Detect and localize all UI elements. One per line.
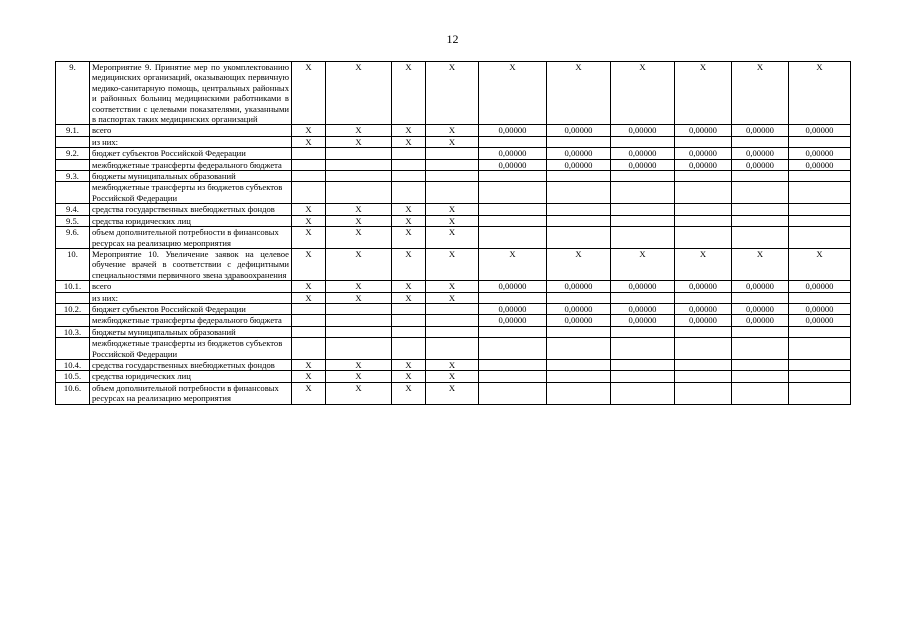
- value-cell: X: [392, 281, 426, 292]
- value-cell: [789, 171, 851, 182]
- value-cell: 0,00000: [547, 125, 611, 136]
- value-cell: X: [426, 359, 479, 370]
- value-cell: [789, 338, 851, 360]
- value-cell: X: [392, 371, 426, 382]
- value-cell: X: [292, 136, 326, 147]
- value-cell: [675, 382, 732, 404]
- value-cell: X: [426, 215, 479, 226]
- value-cell: X: [392, 248, 426, 280]
- table-row: [56, 338, 851, 360]
- value-cell: [789, 382, 851, 404]
- value-cell: 0,00000: [611, 315, 675, 326]
- value-cell: [326, 315, 392, 326]
- row-label: бюджет субъектов Российской Федерации: [90, 148, 292, 159]
- value-cell: 0,00000: [789, 159, 851, 170]
- table-row: [56, 281, 851, 292]
- value-cell: X: [292, 215, 326, 226]
- value-cell: X: [326, 215, 392, 226]
- row-label: межбюджетные трансферты из бюджетов субъектов Российской Федерации: [90, 182, 292, 204]
- value-cell: [789, 359, 851, 370]
- value-cell: X: [392, 382, 426, 404]
- value-cell: 0,00000: [479, 125, 547, 136]
- value-cell: 0,00000: [732, 315, 789, 326]
- table-row: [56, 125, 851, 136]
- value-cell: 0,00000: [479, 281, 547, 292]
- row-number: 9.6.: [56, 227, 90, 249]
- value-cell: [292, 326, 326, 337]
- value-cell: [426, 303, 479, 314]
- table-row: [56, 359, 851, 370]
- table-row: [56, 303, 851, 314]
- value-cell: X: [426, 371, 479, 382]
- row-label: Мероприятие 9. Принятие мер по укомплектованию медицинских организаций, оказывающих первичную медико-санитарную помощь, центральных районных и районных больниц медицинскими работниками в соответствии с целевыми показателями, указанными в паспортах таких медицинских организаций: [90, 62, 292, 125]
- value-cell: [547, 204, 611, 215]
- row-number: 9.5.: [56, 215, 90, 226]
- value-cell: X: [326, 227, 392, 249]
- value-cell: X: [292, 204, 326, 215]
- row-number: 10.1.: [56, 281, 90, 292]
- value-cell: [611, 215, 675, 226]
- row-label: средства государственных внебюджетных фондов: [90, 359, 292, 370]
- table-row: [56, 326, 851, 337]
- value-cell: [292, 315, 326, 326]
- value-cell: [789, 182, 851, 204]
- value-cell: 0,00000: [547, 148, 611, 159]
- value-cell: X: [426, 382, 479, 404]
- table-row: [56, 159, 851, 170]
- value-cell: 0,00000: [675, 315, 732, 326]
- value-cell: [292, 159, 326, 170]
- value-cell: X: [292, 292, 326, 303]
- value-cell: [426, 159, 479, 170]
- value-cell: 0,00000: [732, 159, 789, 170]
- row-number: [56, 159, 90, 170]
- value-cell: X: [292, 227, 326, 249]
- table-row: [56, 204, 851, 215]
- value-cell: X: [426, 248, 479, 280]
- value-cell: [675, 338, 732, 360]
- row-label: из них:: [90, 292, 292, 303]
- value-cell: X: [392, 215, 426, 226]
- value-cell: [426, 315, 479, 326]
- row-number: 9.3.: [56, 171, 90, 182]
- value-cell: X: [326, 292, 392, 303]
- budget-table: [55, 61, 851, 405]
- value-cell: [392, 326, 426, 337]
- row-number: 9.: [56, 62, 90, 125]
- value-cell: X: [392, 292, 426, 303]
- value-cell: X: [292, 371, 326, 382]
- value-cell: X: [426, 281, 479, 292]
- row-label: межбюджетные трансферты федерального бюджета: [90, 315, 292, 326]
- value-cell: [611, 326, 675, 337]
- value-cell: X: [392, 227, 426, 249]
- table-row: [56, 248, 851, 280]
- row-label: объем дополнительной потребности в финансовых ресурсах на реализацию мероприятия: [90, 227, 292, 249]
- value-cell: 0,00000: [675, 159, 732, 170]
- value-cell: X: [479, 248, 547, 280]
- row-label: объем дополнительной потребности в финансовых ресурсах на реализацию мероприятия: [90, 382, 292, 404]
- value-cell: [611, 338, 675, 360]
- value-cell: 0,00000: [732, 148, 789, 159]
- value-cell: 0,00000: [611, 303, 675, 314]
- value-cell: [392, 303, 426, 314]
- value-cell: X: [789, 248, 851, 280]
- value-cell: [611, 182, 675, 204]
- value-cell: [326, 182, 392, 204]
- value-cell: 0,00000: [547, 315, 611, 326]
- value-cell: 0,00000: [789, 125, 851, 136]
- value-cell: [326, 303, 392, 314]
- row-label: средства государственных внебюджетных фондов: [90, 204, 292, 215]
- value-cell: [479, 204, 547, 215]
- value-cell: 0,00000: [675, 281, 732, 292]
- value-cell: [611, 359, 675, 370]
- value-cell: X: [426, 204, 479, 215]
- value-cell: [732, 382, 789, 404]
- value-cell: X: [426, 136, 479, 147]
- value-cell: X: [426, 292, 479, 303]
- value-cell: 0,00000: [732, 125, 789, 136]
- value-cell: 0,00000: [675, 303, 732, 314]
- value-cell: X: [292, 125, 326, 136]
- value-cell: [392, 315, 426, 326]
- row-label: из них:: [90, 136, 292, 147]
- value-cell: X: [426, 62, 479, 125]
- value-cell: X: [611, 248, 675, 280]
- value-cell: 0,00000: [479, 159, 547, 170]
- row-number: [56, 292, 90, 303]
- value-cell: [292, 182, 326, 204]
- value-cell: 0,00000: [479, 303, 547, 314]
- row-label: всего: [90, 125, 292, 136]
- value-cell: [547, 227, 611, 249]
- table-row: [56, 171, 851, 182]
- table-row: [56, 382, 851, 404]
- row-number: 9.1.: [56, 125, 90, 136]
- value-cell: 0,00000: [732, 281, 789, 292]
- value-cell: X: [392, 204, 426, 215]
- value-cell: [789, 136, 851, 147]
- row-label: бюджеты муниципальных образований: [90, 171, 292, 182]
- value-cell: [326, 148, 392, 159]
- value-cell: [732, 182, 789, 204]
- value-cell: [732, 136, 789, 147]
- row-label: бюджет субъектов Российской Федерации: [90, 303, 292, 314]
- value-cell: X: [392, 125, 426, 136]
- value-cell: 0,00000: [675, 148, 732, 159]
- value-cell: X: [392, 359, 426, 370]
- value-cell: [675, 371, 732, 382]
- value-cell: 0,00000: [675, 125, 732, 136]
- value-cell: X: [326, 281, 392, 292]
- value-cell: X: [292, 62, 326, 125]
- value-cell: [611, 171, 675, 182]
- table-row: [56, 136, 851, 147]
- value-cell: [479, 171, 547, 182]
- value-cell: [611, 382, 675, 404]
- value-cell: X: [789, 62, 851, 125]
- value-cell: X: [326, 382, 392, 404]
- value-cell: 0,00000: [479, 148, 547, 159]
- value-cell: 0,00000: [789, 148, 851, 159]
- value-cell: [789, 227, 851, 249]
- value-cell: X: [675, 62, 732, 125]
- value-cell: X: [426, 227, 479, 249]
- value-cell: [789, 204, 851, 215]
- table-row: [56, 62, 851, 125]
- value-cell: [789, 371, 851, 382]
- row-number: 10.4.: [56, 359, 90, 370]
- value-cell: [547, 382, 611, 404]
- value-cell: 0,00000: [789, 303, 851, 314]
- value-cell: 0,00000: [547, 281, 611, 292]
- value-cell: [732, 338, 789, 360]
- value-cell: X: [292, 382, 326, 404]
- value-cell: X: [326, 359, 392, 370]
- row-label: средства юридических лиц: [90, 371, 292, 382]
- row-label: межбюджетные трансферты из бюджетов субъектов Российской Федерации: [90, 338, 292, 360]
- value-cell: 0,00000: [732, 303, 789, 314]
- value-cell: X: [675, 248, 732, 280]
- value-cell: [732, 204, 789, 215]
- value-cell: 0,00000: [479, 315, 547, 326]
- value-cell: [675, 182, 732, 204]
- value-cell: [732, 359, 789, 370]
- value-cell: [392, 182, 426, 204]
- value-cell: X: [292, 281, 326, 292]
- value-cell: [611, 204, 675, 215]
- value-cell: X: [547, 62, 611, 125]
- row-number: 10.6.: [56, 382, 90, 404]
- value-cell: [732, 371, 789, 382]
- value-cell: [675, 215, 732, 226]
- value-cell: [479, 359, 547, 370]
- value-cell: [547, 136, 611, 147]
- value-cell: [479, 338, 547, 360]
- value-cell: X: [326, 204, 392, 215]
- value-cell: [326, 171, 392, 182]
- value-cell: X: [611, 62, 675, 125]
- row-label: межбюджетные трансферты федерального бюджета: [90, 159, 292, 170]
- table-body: [56, 62, 851, 405]
- value-cell: [547, 338, 611, 360]
- page-number: 12: [446, 32, 459, 46]
- row-number: 9.4.: [56, 204, 90, 215]
- value-cell: [479, 371, 547, 382]
- value-cell: [789, 326, 851, 337]
- value-cell: [326, 159, 392, 170]
- value-cell: [326, 326, 392, 337]
- row-number: 10.: [56, 248, 90, 280]
- row-label: средства юридических лиц: [90, 215, 292, 226]
- value-cell: [675, 292, 732, 303]
- value-cell: [789, 215, 851, 226]
- value-cell: X: [292, 248, 326, 280]
- value-cell: [292, 171, 326, 182]
- row-number: 10.2.: [56, 303, 90, 314]
- value-cell: [426, 148, 479, 159]
- value-cell: X: [392, 62, 426, 125]
- value-cell: [675, 136, 732, 147]
- value-cell: [547, 215, 611, 226]
- value-cell: [547, 171, 611, 182]
- value-cell: [479, 215, 547, 226]
- value-cell: [675, 326, 732, 337]
- value-cell: [675, 171, 732, 182]
- value-cell: 0,00000: [789, 281, 851, 292]
- value-cell: [675, 359, 732, 370]
- value-cell: [426, 338, 479, 360]
- value-cell: [547, 292, 611, 303]
- value-cell: 0,00000: [547, 303, 611, 314]
- value-cell: [479, 326, 547, 337]
- value-cell: [789, 292, 851, 303]
- value-cell: [426, 171, 479, 182]
- table-row: [56, 371, 851, 382]
- value-cell: [611, 292, 675, 303]
- value-cell: [292, 303, 326, 314]
- value-cell: [547, 371, 611, 382]
- value-cell: [732, 292, 789, 303]
- value-cell: X: [326, 62, 392, 125]
- value-cell: [547, 326, 611, 337]
- value-cell: [392, 148, 426, 159]
- value-cell: [479, 136, 547, 147]
- value-cell: 0,00000: [611, 281, 675, 292]
- row-number: [56, 182, 90, 204]
- value-cell: [547, 359, 611, 370]
- table-row: [56, 148, 851, 159]
- value-cell: [479, 227, 547, 249]
- value-cell: [326, 338, 392, 360]
- value-cell: [292, 338, 326, 360]
- value-cell: [611, 136, 675, 147]
- value-cell: [547, 182, 611, 204]
- table-row: [56, 227, 851, 249]
- value-cell: X: [732, 248, 789, 280]
- value-cell: [675, 204, 732, 215]
- value-cell: [732, 171, 789, 182]
- value-cell: 0,00000: [547, 159, 611, 170]
- value-cell: X: [392, 136, 426, 147]
- value-cell: X: [732, 62, 789, 125]
- value-cell: X: [326, 248, 392, 280]
- row-number: [56, 136, 90, 147]
- row-number: [56, 338, 90, 360]
- value-cell: [426, 182, 479, 204]
- row-label: бюджеты муниципальных образований: [90, 326, 292, 337]
- row-number: 9.2.: [56, 148, 90, 159]
- value-cell: X: [426, 125, 479, 136]
- value-cell: X: [326, 136, 392, 147]
- value-cell: [732, 227, 789, 249]
- value-cell: X: [479, 62, 547, 125]
- value-cell: [392, 171, 426, 182]
- table-row: [56, 215, 851, 226]
- value-cell: [479, 382, 547, 404]
- value-cell: [392, 338, 426, 360]
- value-cell: 0,00000: [611, 125, 675, 136]
- table-row: [56, 315, 851, 326]
- value-cell: X: [292, 359, 326, 370]
- value-cell: [732, 326, 789, 337]
- value-cell: 0,00000: [611, 148, 675, 159]
- row-label: Мероприятие 10. Увеличение заявок на целевое обучение врачей в соответствии с дефицитными специальностями первичного звена здравоохранения: [90, 248, 292, 280]
- value-cell: [675, 227, 732, 249]
- table-row: [56, 292, 851, 303]
- value-cell: [479, 182, 547, 204]
- value-cell: [479, 292, 547, 303]
- value-cell: [611, 371, 675, 382]
- value-cell: [611, 227, 675, 249]
- value-cell: X: [547, 248, 611, 280]
- row-label: всего: [90, 281, 292, 292]
- row-number: 10.3.: [56, 326, 90, 337]
- table-row: [56, 182, 851, 204]
- value-cell: [392, 159, 426, 170]
- row-number: [56, 315, 90, 326]
- value-cell: 0,00000: [611, 159, 675, 170]
- value-cell: X: [326, 125, 392, 136]
- value-cell: [426, 326, 479, 337]
- value-cell: X: [326, 371, 392, 382]
- value-cell: 0,00000: [789, 315, 851, 326]
- value-cell: [292, 148, 326, 159]
- value-cell: [732, 215, 789, 226]
- row-number: 10.5.: [56, 371, 90, 382]
